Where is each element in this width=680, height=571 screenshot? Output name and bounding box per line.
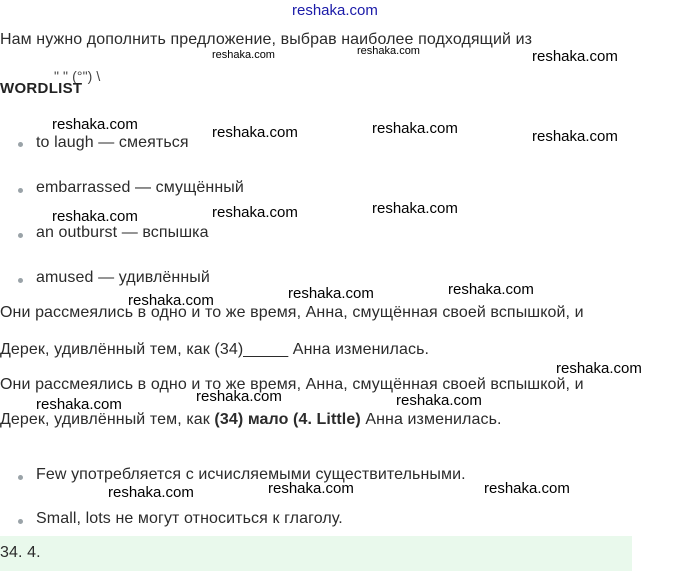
watermark-small: reshaka.com [357,45,420,57]
watermark: reshaka.com [108,484,194,501]
watermark: reshaka.com [484,480,570,497]
wordlist-heading: WORDLIST [0,80,83,97]
watermark: reshaka.com [556,360,642,377]
answer-text-before: Дерек, удивлённый тем, как [0,411,215,428]
question-line-1: Они рассмеялись в одно и то же время, Анна, смущённая своей вспышкой, и [0,304,584,321]
answer-text: 34. 4. [0,544,41,561]
bullet-dot [18,475,23,480]
list-item: amused — удивлённый [36,269,210,286]
watermark: reshaka.com [532,128,618,145]
bullet-dot [18,142,23,147]
bullet-dot [18,233,23,238]
watermark: reshaka.com [52,116,138,133]
watermark: reshaka.com [372,120,458,137]
watermark-small: reshaka.com [212,49,275,61]
watermark: reshaka.com [372,200,458,217]
watermark: reshaka.com [212,204,298,221]
watermark: reshaka.com [396,392,482,409]
answer-box [0,536,632,571]
watermark: reshaka.com [532,48,618,65]
watermark: reshaka.com [448,281,534,298]
watermark: reshaka.com [128,292,214,309]
watermark-top: reshaka.com [292,2,378,19]
list-item: to laugh — смеяться [36,134,189,151]
answer-highlight: (34) мало (4. Little) [214,411,361,428]
bullet-dot [18,188,23,193]
watermark: reshaka.com [268,480,354,497]
watermark: reshaka.com [288,285,374,302]
question-line-2: Дерек, удивлённый тем, как (34)_____ Анна изменилась. [0,341,430,358]
list-item: Few употребляется с исчисляемыми существительными. [36,466,466,483]
answer-text-after: Анна изменилась. [360,411,502,428]
intro-cut-line: " " (°") \ [54,68,101,84]
list-item: embarrassed — смущённый [36,179,244,196]
watermark: reshaka.com [196,388,282,405]
bullet-dot [18,278,23,283]
answer-line-2 [0,411,502,429]
answer-line-1: Они рассмеялись в одно и то же время, Анна, смущённая своей вспышкой, и [0,376,584,393]
bullet-dot [18,519,23,524]
watermark: reshaka.com [52,208,138,225]
watermark: reshaka.com [212,124,298,141]
list-item: an outburst — вспышка [36,224,209,241]
list-item: Small, lots не могут относиться к глаголу. [36,510,343,527]
watermark: reshaka.com [36,396,122,413]
intro-text: Нам нужно дополнить предложение, выбрав наиболее подходящий из [0,31,533,48]
